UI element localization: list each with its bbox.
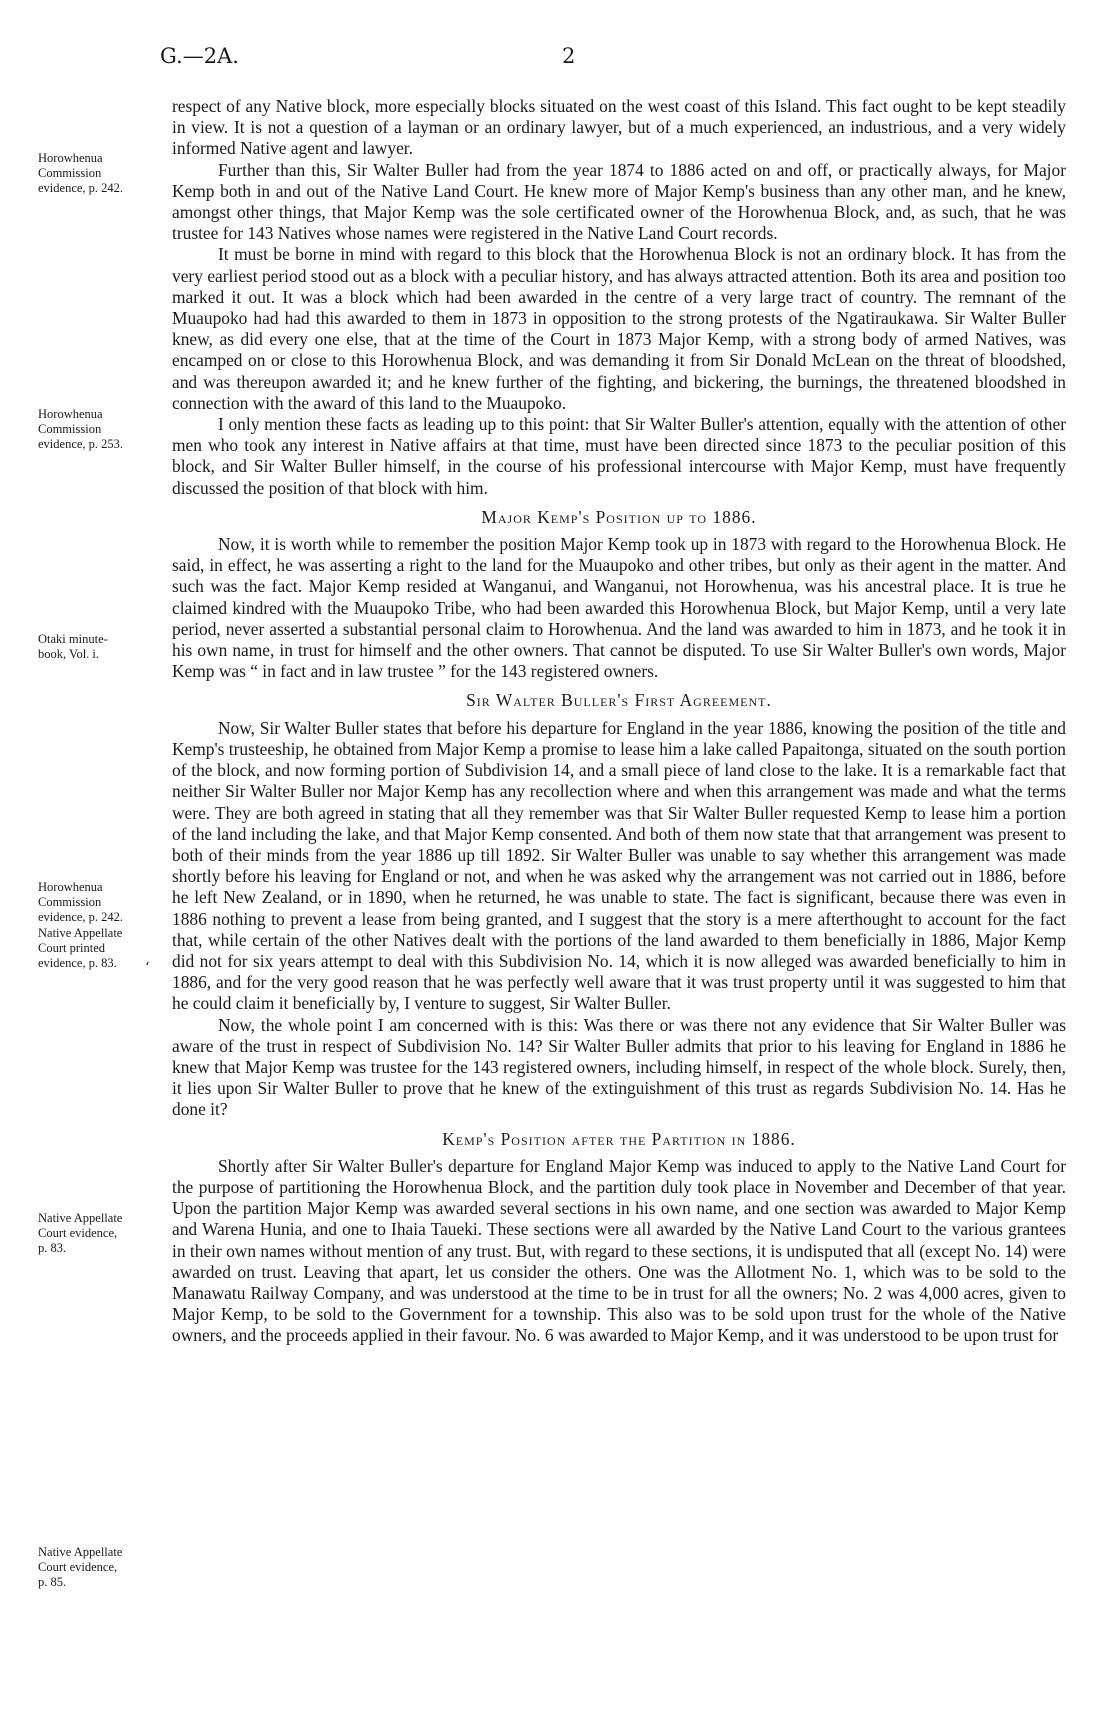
document-body <box>172 96 1066 1347</box>
margin-note-6: Native Appellate Court evidence, p. 83. <box>38 1211 123 1255</box>
section-heading-partition: Kemp's Position after the Partition in 1886. <box>442 1128 796 1149</box>
paragraph-buller-experience: Further than this, Sir Walter Buller had from the year 1874 to 1886 acted on and off, or practically always, for Major Kemp both in and out of the Native Land Court. He knew more of Major Kemp's business than any other man, and he knew, amongst other things, that Major Kemp was the sole certificated owner of the Horowhenua Block, and, as such, that he was trustee for 143 Natives whose names were registered in the Native Land Court records. <box>172 159 1066 244</box>
margin-note-3: Otaki minute- book, Vol. i. <box>38 632 108 661</box>
paragraph-attention: I only mention these facts as leading up to this point: that Sir Walter Buller's attention, equally with the attention of other men who took any interest in Native affairs at that time, must have been directed since 1873 to the peculiar position of this block, and Sir Walter Buller himself, in the course of his professional intercourse with Major Kemp, must have frequently discussed the position of that block with him. <box>172 414 1066 498</box>
page-number: 2 <box>562 44 576 68</box>
margin-note-5: Native Appellate Court printed evidence, p. 83. <box>38 926 123 970</box>
margin-note-4: Horowhenua Commission evidence, p. 242. <box>38 880 124 924</box>
margin-mark: ‘ <box>145 960 150 976</box>
margin-note-7: Native Appellate Court evidence, p. 85. <box>38 1545 123 1589</box>
margin-note-2: Horowhenua Commission evidence, p. 253. <box>38 407 124 451</box>
section-heading-kemp-position: Major Kemp's Position up to 1886. <box>481 506 757 527</box>
paragraph-partition: Shortly after Sir Walter Buller's departure for England Major Kemp was induced to apply to the Native Land Court for the purpose of partitioning the Horowhenua Block, and the partition duly took place in November and December of that year. Upon the partition Major Kemp was awarded several sections in his own name, and one section was awarded to Major Kemp and Warena Hunia, and one to Ihaia Taueki. These sections were all awarded by the Native Land Court to the various grantees in their own names without mention of any trust. But, with regard to these sections, it is undisputed that all (except No. 14) were awarded on trust. Leaving that apart, let us consider the others. One was the Allotment No. 1, which was to be sold to the Manawatu Railway Company, and was understood at the time to be in trust for all the owners; No. 2 was 4,000 acres, given to Major Kemp, to be sold to the Government for a township. This also was to be sold upon trust for the whole of the Native owners, and the proceeds applied in their favour. No. 6 was awarded to Major Kemp, and it was understood to be upon trust for <box>172 1155 1066 1346</box>
paragraph-trust-question: Now, the whole point I am concerned with is this: Was there or was there not any evidence that Sir Walter Buller was aware of the trust in respect of Subdivision No. 14? Sir Walter Buller admits that prior to his leaving for England in 1886 he knew that Major Kemp was trustee for the 143 registered owners, including himself, in respect of the whole block. Surely, then, it lies upon Sir Walter Buller to prove that he knew of the extinguishment of this trust as regards Subdivision No. 14. Has he done it? <box>172 1014 1066 1120</box>
document-reference: G.—2A. <box>160 44 239 68</box>
paragraph-kemp-1873: Now, it is worth while to remember the position Major Kemp took up in 1873 with regard to the Horowhenua Block. He said, in effect, he was asserting a right to the land for the Muaupoko and other tribes, but only as their agent in the matter. And such was the fact. Major Kemp resided at Wanganui, and Wanganui, not Horowhenua, was his ancestral place. It is true he claimed kindred with the Muaupoko Tribe, who had been awarded this Horowhenua Block, but Major Kemp, until a very late period, never asserted a substantial personal claim to Horowhenua. And the land was awarded to him in 1873, and he took it in his own name, in trust for himself and the other owners. That cannot be disputed. To use Sir Walter Buller's own words, Major Kemp was “ in fact and in law trustee ” for the 143 registered owners. <box>172 534 1066 682</box>
paragraph-agreement: Now, Sir Walter Buller states that before his departure for England in the year 1886, knowing the position of the title and Kemp's trusteeship, he obtained from Major Kemp a promise to lease him a lake called Papaitonga, situated on the south portion of the block, and now forming portion of Subdivision 14, and a small piece of land close to the lake. It is a remarkable fact that neither Sir Walter Buller nor Major Kemp has any recollection where and when this arrangement was made and what the terms were. They are both agreed in stating that all they remember was that Sir Walter Buller requested Kemp to lease him a portion of the land including the lake, and that Major Kemp consented. And both of them now state that that arrangement was present to both of their minds from the year 1886 up till 1892. Sir Walter Buller was unable to say whether this arrangement was made shortly before his leaving for England or not, and when he was asked why the arrangement was not carried out in 1886, before he left New Zealand, or in 1890, when he returned, he was unable to state. The fact is significant, because there was even in 1886 nothing to prevent a lease from being granted, and I suggest that the story is a mere afterthought to account for the fact that, while certain of the other Natives dealt with the portions of the land awarded to them beneficially in 1886, Major Kemp did not for six years attempt to deal with this Subdivision No. 14, which it is now alleged was awarded beneficially to him in 1886, and for the very good reason that he was perfectly well aware that it was trust property until it was suggested to him that he could claim it beneficially by, I venture to suggest, Sir Walter Buller. <box>172 717 1066 1014</box>
paragraph-block-history: It must be borne in mind with regard to this block that the Horowhenua Block is not an ordinary block. It has from the very earliest period stood out as a block with a peculiar history, and has always attracted attention. Both its area and position too marked it out. It was a block which had been awarded in the centre of a very large tract of country. The remnant of the Muaupoko had had this awarded to them in 1873 in opposition to the strong protests of the Ngatiraukawa. Sir Walter Buller knew, as did every one else, that at the time of the Court in 1873 Major Kemp, with a strong body of armed Natives, was encamped on or close to this Horowhenua Block, and was demanding it from Sir Donald McLean on the threat of bloodshed, and was thereupon awarded it; and he knew further of the fighting, and bickering, the burnings, the threatened bloodshed in connection with the award of this land to the Muaupoko. <box>172 244 1066 413</box>
paragraph-continuation: respect of any Native block, more especially blocks situated on the west coast of this Island. This fact ought to be kept steadily in view. It is not a question of a layman or an ordinary lawyer, but of a much experienced, an industrious, and a very widely informed Native agent and lawyer. <box>172 96 1066 159</box>
page-header <box>160 44 580 74</box>
section-heading-first-agreement: Sir Walter Buller's First Agreement. <box>466 690 772 711</box>
margin-note-1: Horowhenua Commission evidence, p. 242. <box>38 151 124 195</box>
